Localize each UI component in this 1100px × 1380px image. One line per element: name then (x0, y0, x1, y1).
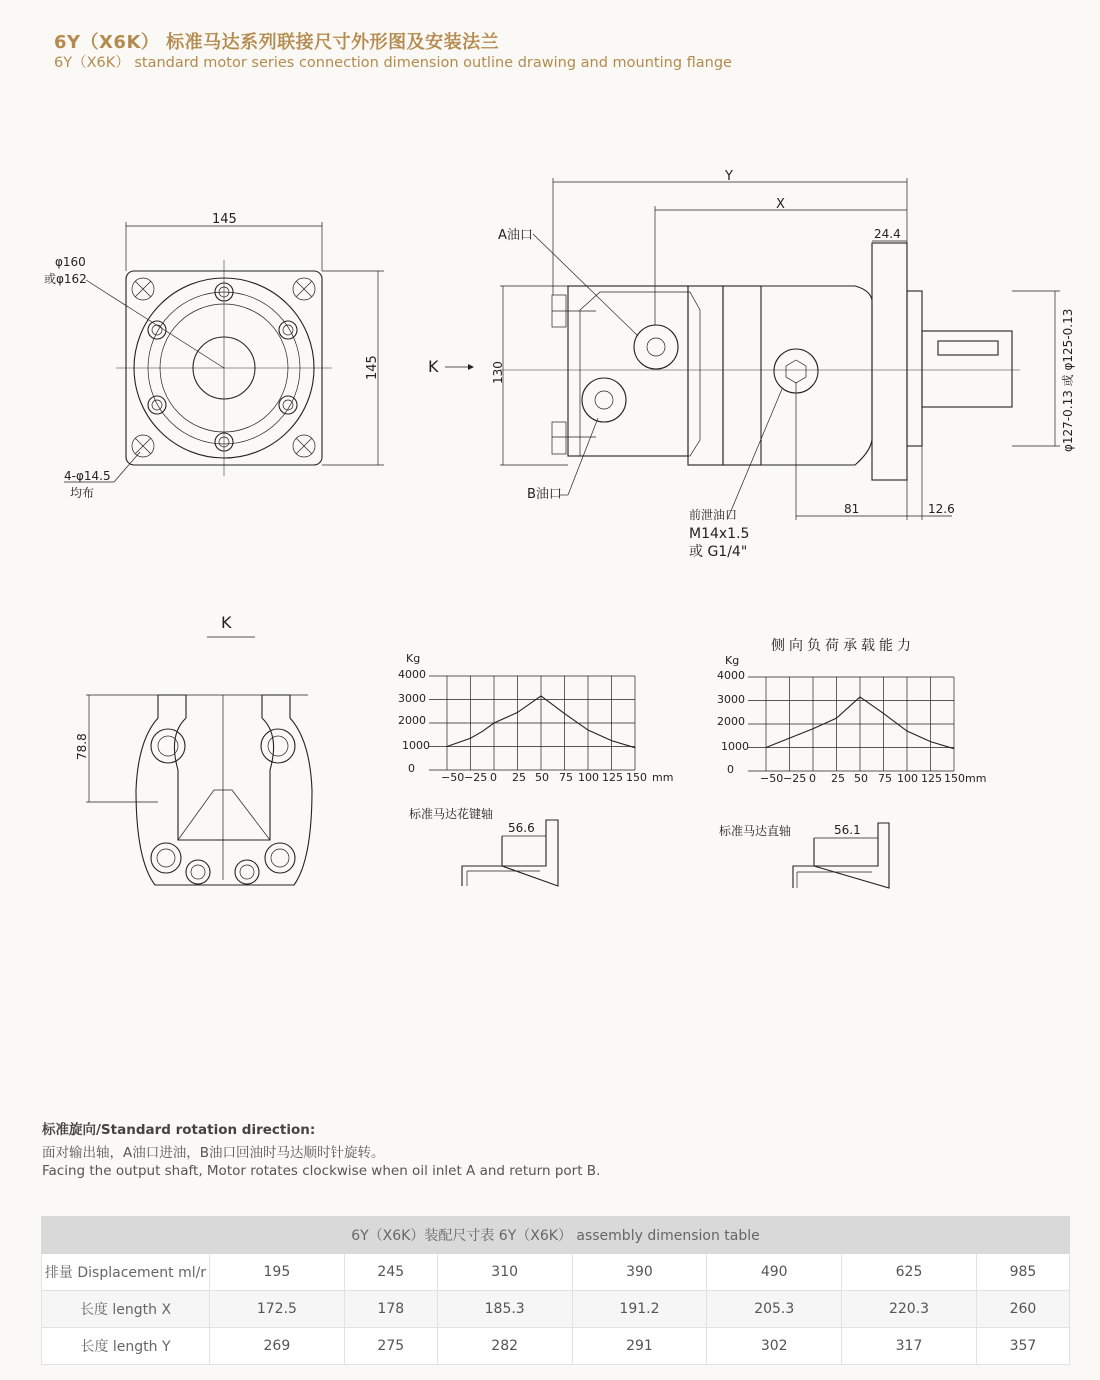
table-cell: 291 (572, 1328, 707, 1365)
chart1-xtick-m25: −25 (464, 771, 488, 784)
table-caption: 6Y（X6K）装配尺寸表 6Y（X6K） assembly dimension table (42, 1217, 1070, 1254)
chart1-ytick-4000: 4000 (398, 668, 426, 681)
chart1-xtick-150: 150 (626, 771, 647, 784)
pcd-label-2: 或φ162 (44, 272, 87, 286)
holes-label-2: 均布 (70, 486, 95, 500)
row-label: 排量 Displacement ml/r (42, 1254, 210, 1291)
table-cell: 282 (437, 1328, 572, 1365)
chart2-xtick-100: 100 (897, 772, 918, 785)
dim-x: X (776, 197, 785, 212)
table-cell: 625 (842, 1254, 977, 1291)
chart1-xtick-25: 25 (512, 771, 526, 784)
table-cell: 191.2 (572, 1291, 707, 1328)
chart2-ytick-4000: 4000 (717, 669, 745, 682)
chart2-dim: 56.1 (834, 823, 861, 837)
chart2-title: 侧向负荷承载能力 (771, 638, 915, 654)
table-row (42, 1291, 1070, 1328)
table-cell: 317 (842, 1328, 977, 1365)
table-cell: 178 (344, 1291, 437, 1328)
dim-24-4: 24.4 (874, 227, 901, 241)
dim-height-145: 145 (365, 355, 380, 380)
side-view (428, 169, 1075, 560)
dim-81: 81 (844, 502, 860, 516)
k-arrow-label: K (428, 357, 439, 376)
chart1-ytick-2000: 2000 (398, 714, 426, 727)
row-label: 长度 length Y (42, 1328, 210, 1365)
chart1-dim: 56.6 (508, 821, 535, 835)
table-cell: 302 (707, 1328, 842, 1365)
chart1-xtick-75: 75 (559, 771, 573, 784)
table-row (42, 1254, 1070, 1291)
chart1-ytick-1000: 1000 (402, 739, 430, 752)
chart2-xtick-150mm: 150mm (944, 772, 987, 785)
chart1-ylabel: Kg (406, 652, 421, 665)
chart1-xtick-0: 0 (490, 771, 497, 784)
holes-label-1: 4-φ14.5 (64, 469, 111, 483)
chart-splined (398, 652, 673, 886)
table-cell: 269 (210, 1328, 345, 1365)
table-cell: 490 (707, 1254, 842, 1291)
chart-straight (717, 637, 986, 888)
chart2-ytick-2000: 2000 (717, 715, 745, 728)
chart1-caption: 标准马达花键轴 (409, 807, 494, 821)
table-cell: 195 (210, 1254, 345, 1291)
drain-label-3: 或 G1/4" (689, 544, 748, 560)
dim-y: Y (725, 169, 733, 184)
chart1-xtick-100: 100 (578, 771, 599, 784)
k-view (75, 613, 312, 885)
chart1-ytick-3000: 3000 (398, 692, 426, 705)
drain-label-1: 前泄油口 (689, 508, 738, 522)
chart2-caption: 标准马达直轴 (719, 824, 792, 838)
table-cell: 220.3 (842, 1291, 977, 1328)
chart2-ylabel: Kg (725, 654, 740, 667)
dim-130: 130 (491, 361, 505, 384)
chart2-ytick-0: 0 (727, 763, 734, 776)
shaft-diameter-label: φ127-0.13 或 φ125-0.13 (1061, 308, 1075, 452)
dim-12-6: 12.6 (928, 502, 955, 516)
chart2-xtick-75: 75 (878, 772, 892, 785)
page-title-en: 6Y（X6K） standard motor series connection dimension outline drawing and mounting flange (54, 55, 732, 71)
chart2-ytick-1000: 1000 (721, 740, 749, 753)
front-view (44, 212, 384, 500)
dim-78-8: 78.8 (75, 733, 89, 760)
drain-label-2: M14x1.5 (689, 526, 750, 542)
table-cell: 172.5 (210, 1291, 345, 1328)
port-a-label: A油口 (498, 228, 533, 243)
port-b-label: B油口 (527, 487, 562, 502)
rotation-heading: 标准旋向/Standard rotation direction: (42, 1122, 316, 1138)
chart2-ytick-3000: 3000 (717, 693, 745, 706)
table-cell: 260 (976, 1291, 1069, 1328)
row-label: 长度 length X (42, 1291, 210, 1328)
dim-width-145: 145 (212, 212, 237, 227)
chart2-xtick-50: 50 (854, 772, 868, 785)
table-cell: 185.3 (437, 1291, 572, 1328)
chart1-xunit: mm (652, 771, 674, 784)
chart2-xtick-25: 25 (831, 772, 845, 785)
page-title-cn: 6Y（X6K） 标准马达系列联接尺寸外形图及安装法兰 (54, 32, 500, 53)
assembly-dimension-table (41, 1216, 1070, 1365)
chart2-xtick-m25: −25 (783, 772, 807, 785)
table-cell: 245 (344, 1254, 437, 1291)
rotation-text-cn: 面对输出轴，A油口进油，B油口回油时马达顺时针旋转。 (42, 1145, 385, 1161)
chart2-xtick-0: 0 (809, 772, 816, 785)
rotation-text-en: Facing the output shaft, Motor rotates clockwise when oil inlet A and return port B. (42, 1163, 601, 1179)
table-cell: 205.3 (707, 1291, 842, 1328)
k-view-label: K (221, 613, 232, 632)
chart1-xtick-50: 50 (535, 771, 549, 784)
table-cell: 357 (976, 1328, 1069, 1365)
table-cell: 985 (976, 1254, 1069, 1291)
table-cell: 275 (344, 1328, 437, 1365)
chart2-xtick-m50: −50 (760, 772, 784, 785)
chart1-ytick-0: 0 (408, 762, 415, 775)
chart1-xtick-m50: −50 (441, 771, 465, 784)
table-row (42, 1328, 1070, 1365)
table-cell: 310 (437, 1254, 572, 1291)
table-cell: 390 (572, 1254, 707, 1291)
chart1-xtick-125: 125 (602, 771, 623, 784)
pcd-label-1: φ160 (55, 255, 86, 269)
chart2-xtick-125: 125 (921, 772, 942, 785)
